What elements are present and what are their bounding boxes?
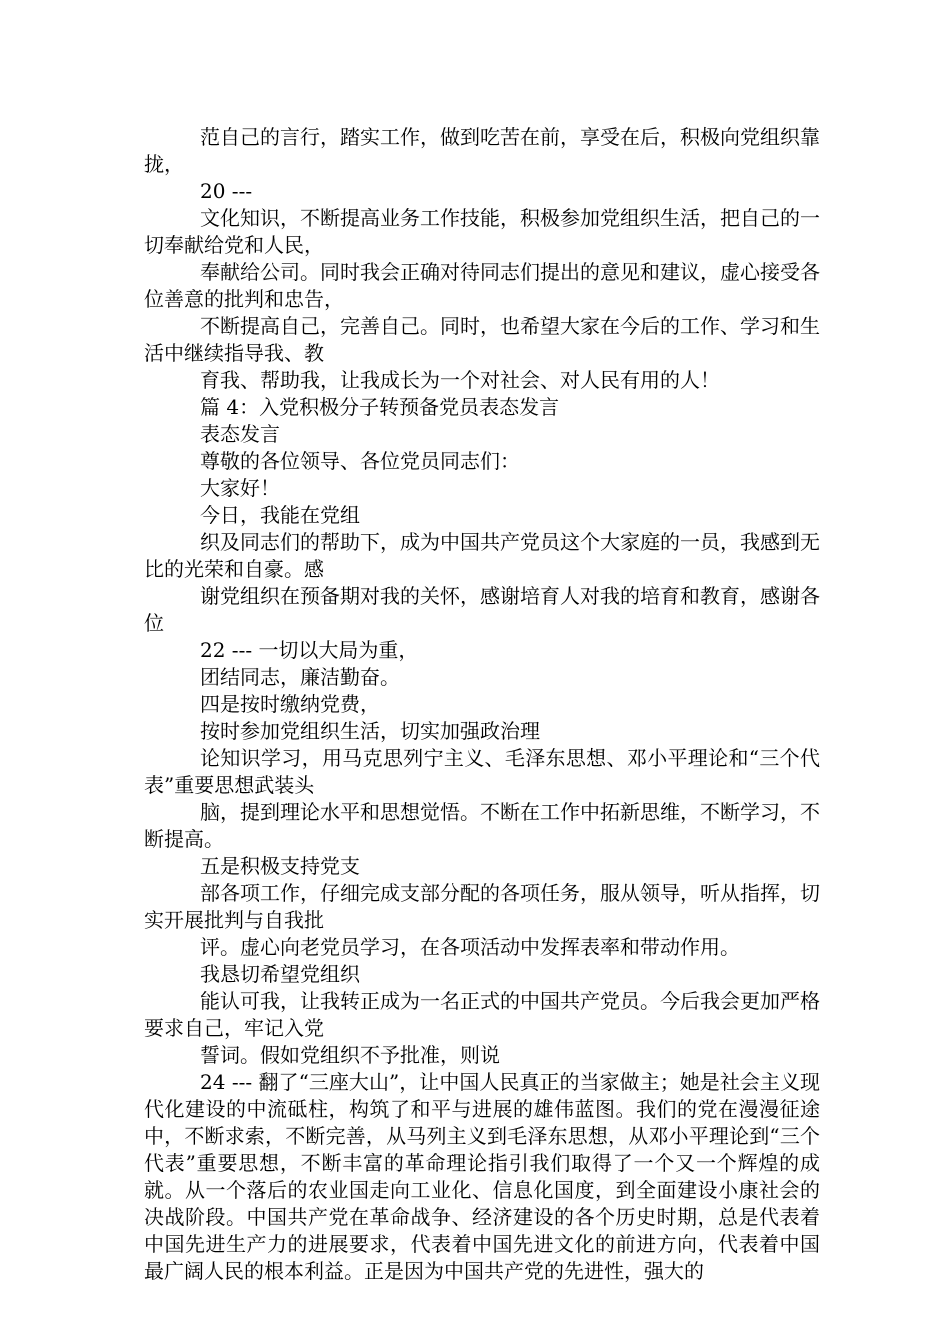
paragraph: 能认可我，让我转正成为一名正式的中国共产党员。今后我会更加严格要求自己，牢记入党 <box>144 989 820 1040</box>
page-marker: 20 --- <box>200 179 253 203</box>
paragraph: 不断提高自己，完善自己。同时，也希望大家在今后的工作、学习和生活中继续指导我、教 <box>144 314 820 365</box>
paragraph: 今日，我能在党组 <box>200 503 360 527</box>
paragraph: 论知识学习，用马克思列宁主义、毛泽东思想、邓小平理论和“三个代表”重要思想武装头 <box>144 746 820 797</box>
paragraph: 评。虚心向老党员学习，在各项活动中发挥表率和带动作用。 <box>200 935 740 959</box>
section-heading: 篇 4：入党积极分子转预备党员表态发言 <box>200 395 560 419</box>
speech-title: 表态发言 <box>200 422 280 446</box>
paragraph: 五是积极支持党支 <box>200 854 360 878</box>
page-marker-paragraph: 22 --- 一切以大局为重， <box>200 638 419 662</box>
paragraph: 部各项工作，仔细完成支部分配的各项任务，服从领导，听从指挥，切实开展批判与自我批 <box>144 881 820 932</box>
paragraph: 按时参加党组织生活，切实加强政治理 <box>200 719 540 743</box>
paragraph: 誓词。假如党组织不予批准，则说 <box>200 1043 500 1067</box>
paragraph: 文化知识，不断提高业务工作技能，积极参加党组织生活，把自己的一切奉献给党和人民， <box>144 206 820 257</box>
paragraph: 谢党组织在预备期对我的关怀，感谢培育人对我的培育和教育，感谢各位 <box>144 584 820 635</box>
paragraph: 育我、帮助我，让我成长为一个对社会、对人民有用的人！ <box>200 368 720 392</box>
page-marker-paragraph: 24 --- 翻了“三座大山”，让中国人民真正的当家做主；她是社会主义现代化建设的中流砥柱，构筑了和平与进展的雄伟蓝图。我们的党在漫漫征途中，不断求索，不断完善，从马列主义到毛泽东思想，从邓小平理论到“三个代表”重要思想，不断丰富的革命理论指引我们取得了一个又一个辉煌的成就。从一个落后的农业国走向工业化、信息化国度，到全面建设小康社会的决战阶段。中国共产党在革命战争、经济建设的各个历史时期，总是代表着中国先进生产力的进展要求，代表着中国先进文化的前进方向，代表着中国最广阔人民的根本利益。正是因为中国共产党的先进性，强大的 <box>144 1070 820 1283</box>
salutation: 尊敬的各位领导、各位党员同志们： <box>200 449 520 473</box>
paragraph: 织及同志们的帮助下，成为中国共产党员这个大家庭的一员，我感到无比的光荣和自豪。感 <box>144 530 820 581</box>
paragraph: 奉献给公司。同时我会正确对待同志们提出的意见和建议，虚心接受各位善意的批判和忠告， <box>144 260 820 311</box>
greeting: 大家好！ <box>200 476 280 500</box>
paragraph: 范自己的言行，踏实工作，做到吃苦在前，享受在后，积极向党组织靠拢， <box>144 125 820 176</box>
paragraph: 脑，提到理论水平和思想觉悟。不断在工作中拓新思维，不断学习，不断提高。 <box>144 800 820 851</box>
paragraph: 我恳切希望党组织 <box>200 962 360 986</box>
paragraph: 四是按时缴纳党费， <box>200 692 380 716</box>
paragraph: 团结同志，廉洁勤奋。 <box>200 665 400 689</box>
document-body <box>144 124 820 1285</box>
